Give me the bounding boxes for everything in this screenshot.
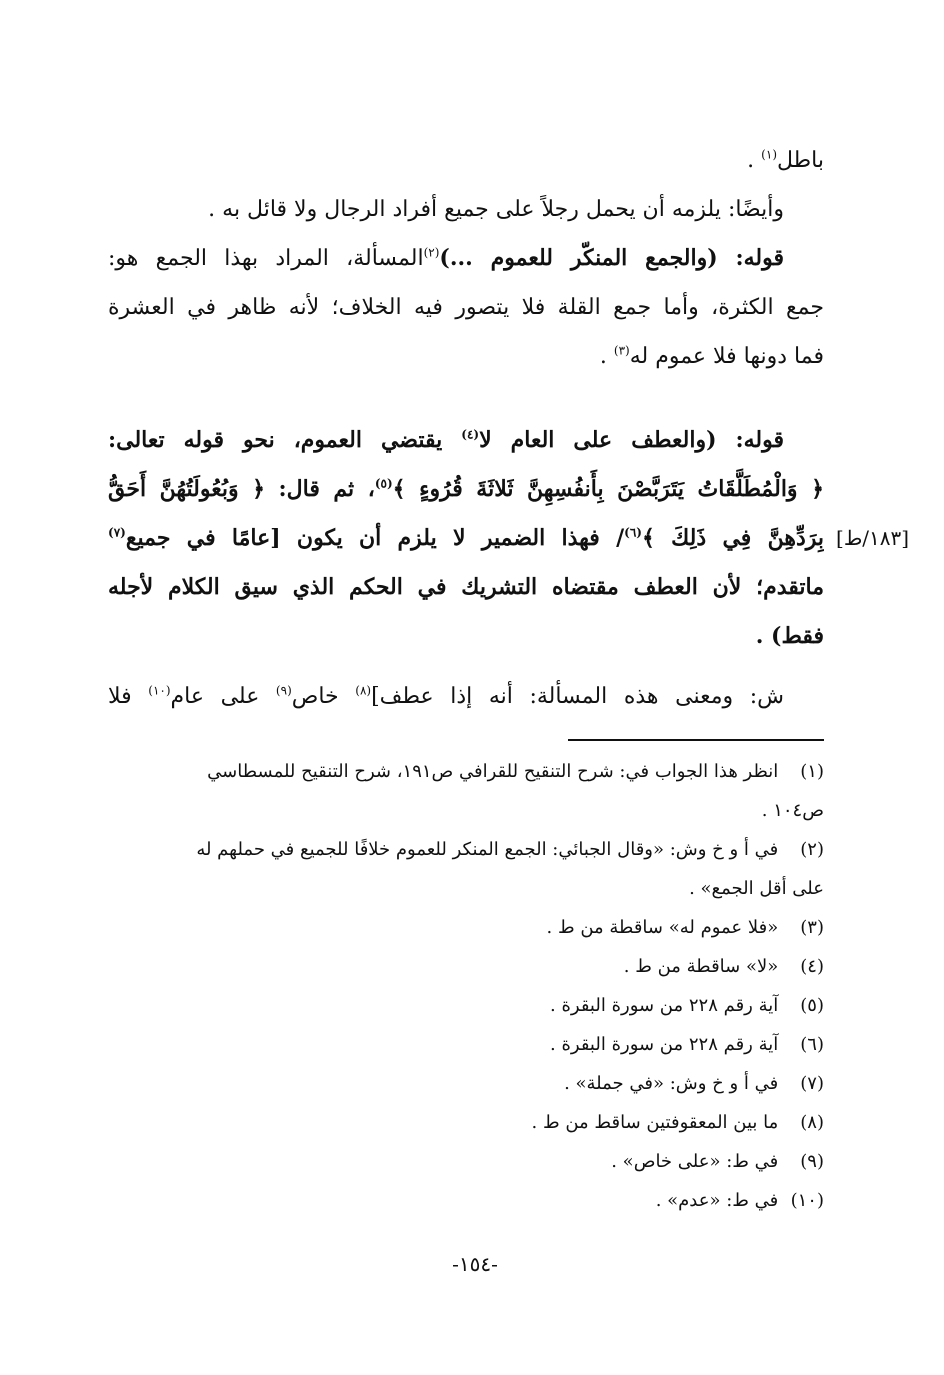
text-span: ، ثم قال: ﴿ وَبُعُولَتُهُنَّ أَحَقُّ [108, 476, 375, 502]
footnote-item [108, 908, 824, 947]
text-line [108, 283, 824, 332]
footnotes [108, 752, 824, 1220]
footnote-divider [568, 739, 824, 741]
footnote-ref: (٨) [355, 683, 372, 698]
footnote-number: (٩) [800, 1151, 824, 1172]
footnote-text: آية رقم ٢٢٨ من سورة البقرة . [550, 995, 779, 1016]
footnote-continuation [108, 791, 824, 830]
text-line [108, 514, 824, 563]
footnote-continuation [108, 869, 824, 908]
footnote-text: ص١٠٤ . [761, 800, 824, 821]
footnote-text: في ط: «على خاص» . [611, 1151, 779, 1172]
footnote-ref: (٧) [108, 525, 126, 540]
quoted-heading: قوله: (والجمع المنكّر للعموم ...) [439, 245, 784, 271]
text-span: يقتضي العموم، نحو قوله تعالى: [108, 427, 462, 453]
main-text [108, 136, 824, 381]
footnote-number: (٦) [800, 1034, 824, 1055]
footnote-item [108, 1025, 824, 1064]
footnote-number: (١) [800, 761, 824, 782]
text-span: . [599, 344, 614, 369]
text-span: خاص [291, 684, 356, 709]
text-span: . [747, 148, 762, 173]
text-line [108, 465, 824, 514]
footnote-item [108, 947, 824, 986]
footnote-text: في ط: «عدم» . [655, 1190, 779, 1211]
text-span: قوله: (والعطف على العام لا [479, 427, 784, 453]
text-line [108, 332, 824, 381]
quran-verse: ﴿ وَالْمُطَلَّقَاتُ يَتَرَبَّصْنَ بِأَنفُسِهِنَّ ثَلاثَةَ قُرُوءٍ ﴾ [392, 476, 824, 502]
footnote-number: (٢) [800, 839, 824, 860]
footnote-number: (١٠) [790, 1190, 824, 1211]
footnote-text: على أقل الجمع» . [689, 878, 824, 899]
footnote-text: «لا» ساقطة من ط . [623, 956, 779, 977]
footnote-text: انظر هذا الجواب في: شرح التنقيح للقرافي ص١٩١، شرح التنقيح للمسطاسي [207, 761, 779, 782]
manuscript-page-marker: [١٨٣/ط] [836, 526, 910, 550]
footnote-ref: (١٠) [148, 683, 171, 698]
footnote-ref: (٣) [613, 343, 630, 358]
page-number: -١٥٤- [452, 1252, 498, 1276]
footnote-item [108, 752, 824, 791]
text-span: المسألة، المراد بهذا الجمع هو: [108, 246, 424, 271]
footnote-item [108, 986, 824, 1025]
footnote-number: (٣) [800, 917, 824, 938]
text-span: فلا [108, 684, 149, 709]
footnote-text: «فلا عموم له» ساقطة من ط . [546, 917, 779, 938]
footnote-ref: (٥) [374, 476, 393, 491]
footnote-item [108, 1103, 824, 1142]
footnote-item [108, 1142, 824, 1181]
footnote-ref: (٩) [275, 683, 292, 698]
main-text-continued [108, 672, 824, 721]
main-text-bold [108, 416, 824, 661]
footnote-item [108, 1181, 824, 1220]
text-line [108, 136, 824, 185]
quran-verse: بِرَدِّهِنَّ فِي ذَلِكَ ﴾ [641, 525, 824, 551]
text-line [108, 612, 824, 661]
text-line [108, 563, 824, 612]
text-span: / فهذا الضمير لا يلزم أن يكون [عامًا في جميع [125, 525, 625, 551]
footnote-ref: (٢) [423, 245, 440, 260]
footnote-ref: (٤) [461, 427, 480, 442]
text-line [108, 185, 824, 234]
text-span: ش: ومعنى هذه المسألة: أنه إذا عطف] [371, 684, 784, 709]
text-span: وأيضًا: يلزمه أن يحمل رجلاً على جميع أفراد الرجال ولا قائل به . [208, 197, 784, 222]
footnote-item [108, 830, 824, 869]
footnote-number: (٧) [800, 1073, 824, 1094]
footnote-item [108, 1064, 824, 1103]
footnote-text: في أ و خ وش: «في جملة» . [564, 1073, 779, 1094]
text-line [108, 416, 824, 465]
text-span: على عام [170, 684, 276, 709]
footnote-number: (٤) [800, 956, 824, 977]
text-span: باطل [777, 148, 824, 173]
text-span: فقط) . [755, 623, 824, 649]
footnote-number: (٨) [800, 1112, 824, 1133]
footnote-ref: (١) [761, 147, 777, 162]
footnote-ref: (٦) [624, 525, 642, 540]
text-line [108, 234, 824, 283]
text-line [108, 672, 824, 721]
text-span: ماتقدم؛ لأن العطف مقتضاه التشريك في الحكم الذي سيق الكلام لأجله [108, 574, 824, 600]
footnote-text: آية رقم ٢٢٨ من سورة البقرة . [550, 1034, 779, 1055]
footnote-number: (٥) [800, 995, 824, 1016]
footnote-text: في أ و خ وش: «وقال الجبائي: الجمع المنكر للعموم خلافًا للجميع في حملهم له [196, 839, 779, 860]
text-span: فما دونها فلا عموم له [629, 344, 824, 369]
footnote-text: ما بين المعقوفتين ساقط من ط . [531, 1112, 779, 1133]
text-span: جمع الكثرة، وأما جمع القلة فلا يتصور فيه الخلاف؛ لأنه ظاهر في العشرة [108, 295, 824, 320]
